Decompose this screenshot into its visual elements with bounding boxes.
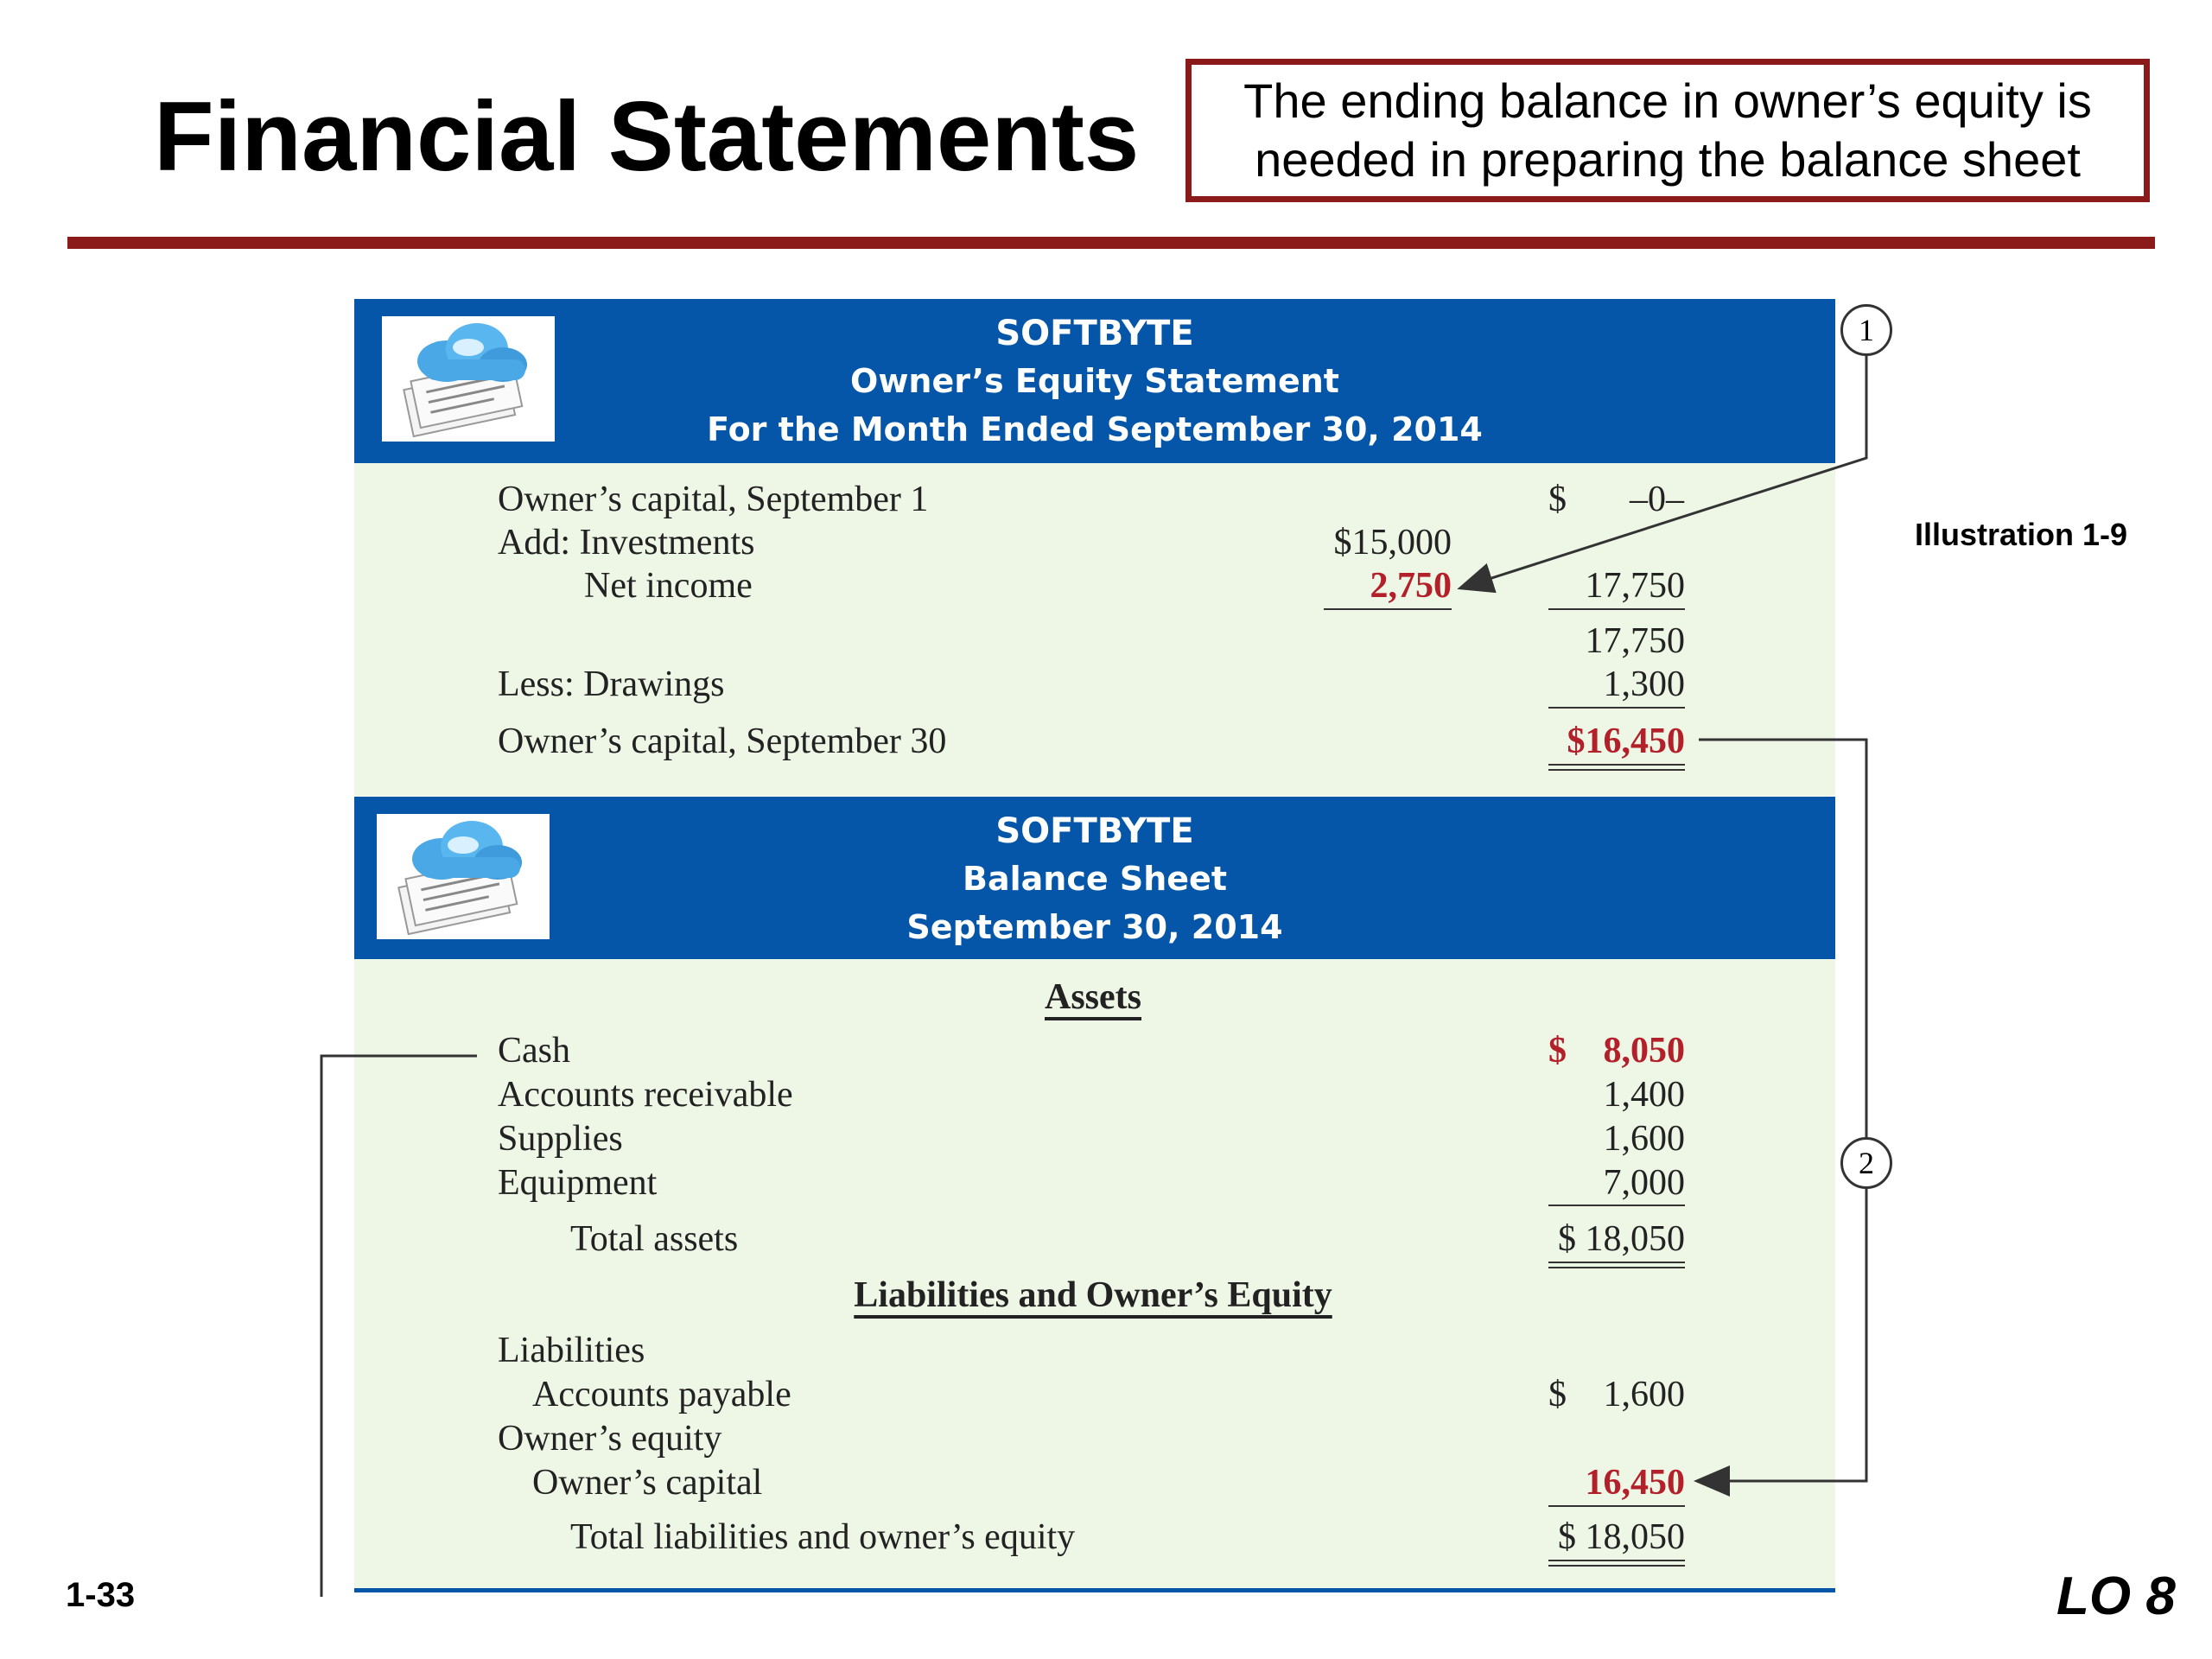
total-liabilities-equity-value: $ 18,050 xyxy=(1558,1517,1685,1557)
equity-statement-title: Owner’s Equity Statement xyxy=(850,362,1339,400)
equipment-label: Equipment xyxy=(498,1163,658,1203)
cash-label: Cash xyxy=(498,1031,570,1071)
accounts-payable-label: Accounts payable xyxy=(532,1375,791,1414)
accounts-receivable-label: Accounts receivable xyxy=(498,1075,793,1115)
balance-company-name: SOFTBYTE xyxy=(995,811,1194,851)
drawings-value: 1,300 xyxy=(1603,664,1685,704)
cash-bracket-line xyxy=(321,1056,477,1597)
learning-objective-label: LO 8 xyxy=(2056,1567,2176,1626)
liabilities-label: Liabilities xyxy=(498,1331,645,1370)
supplies-label: Supplies xyxy=(498,1119,623,1159)
owners-equity-label: Owner’s equity xyxy=(498,1419,722,1459)
note-line-1: The ending balance in owner’s equity is xyxy=(1243,73,2092,128)
capital-start-label: Owner’s capital, September 1 xyxy=(498,480,929,519)
net-income-value: 2,750 xyxy=(1370,566,1452,606)
equity-company-name: SOFTBYTE xyxy=(995,314,1194,353)
equipment-value: 7,000 xyxy=(1603,1163,1685,1203)
subtotal-value: 17,750 xyxy=(1585,566,1685,606)
capital-arrow xyxy=(1699,740,1866,1481)
accounts-payable-value: 1,600 xyxy=(1603,1375,1685,1414)
cash-dollar: $ xyxy=(1548,1031,1567,1071)
slide-title: Financial Statements xyxy=(154,82,1140,192)
capital-end-value: $16,450 xyxy=(1567,721,1685,761)
assets-heading: Assets xyxy=(1045,977,1141,1017)
capital-end-label: Owner’s capital, September 30 xyxy=(498,721,947,761)
equity-statement-period: For the Month Ended September 30, 2014 xyxy=(707,410,1483,448)
liabilities-equity-heading: Liabilities and Owner’s Equity xyxy=(854,1275,1332,1315)
callout-circle-2: 2 xyxy=(1840,1137,1892,1189)
owners-capital-label: Owner’s capital xyxy=(532,1463,763,1503)
balance-sheet-title: Balance Sheet xyxy=(963,860,1227,898)
investments-value: $15,000 xyxy=(1333,523,1452,563)
total-assets-value: $ 18,050 xyxy=(1558,1219,1685,1259)
callout-circle-1: 1 xyxy=(1840,304,1892,356)
accounts-receivable-value: 1,400 xyxy=(1603,1075,1685,1115)
supplies-value: 1,600 xyxy=(1603,1119,1685,1159)
cash-value: 8,050 xyxy=(1603,1031,1685,1071)
net-income-label: Net income xyxy=(584,566,753,606)
capital-start-value: –0– xyxy=(1630,480,1684,519)
subtotal-repeat-value: 17,750 xyxy=(1585,621,1685,661)
page-number: 1-33 xyxy=(66,1576,136,1614)
total-assets-label: Total assets xyxy=(570,1219,739,1259)
total-liabilities-equity-label: Total liabilities and owner’s equity xyxy=(570,1517,1076,1557)
accounts-payable-dollar: $ xyxy=(1548,1375,1567,1414)
investments-label: Add: Investments xyxy=(498,523,755,563)
owners-capital-value: 16,450 xyxy=(1585,1463,1685,1503)
note-line-2: needed in preparing the balance sheet xyxy=(1255,132,2081,187)
capital-start-dollar: $ xyxy=(1548,480,1567,519)
balance-sheet-date: September 30, 2014 xyxy=(906,908,1283,946)
illustration-label: Illustration 1-9 xyxy=(1915,517,2128,552)
drawings-label: Less: Drawings xyxy=(498,664,725,704)
net-income-arrow xyxy=(1462,356,1866,588)
